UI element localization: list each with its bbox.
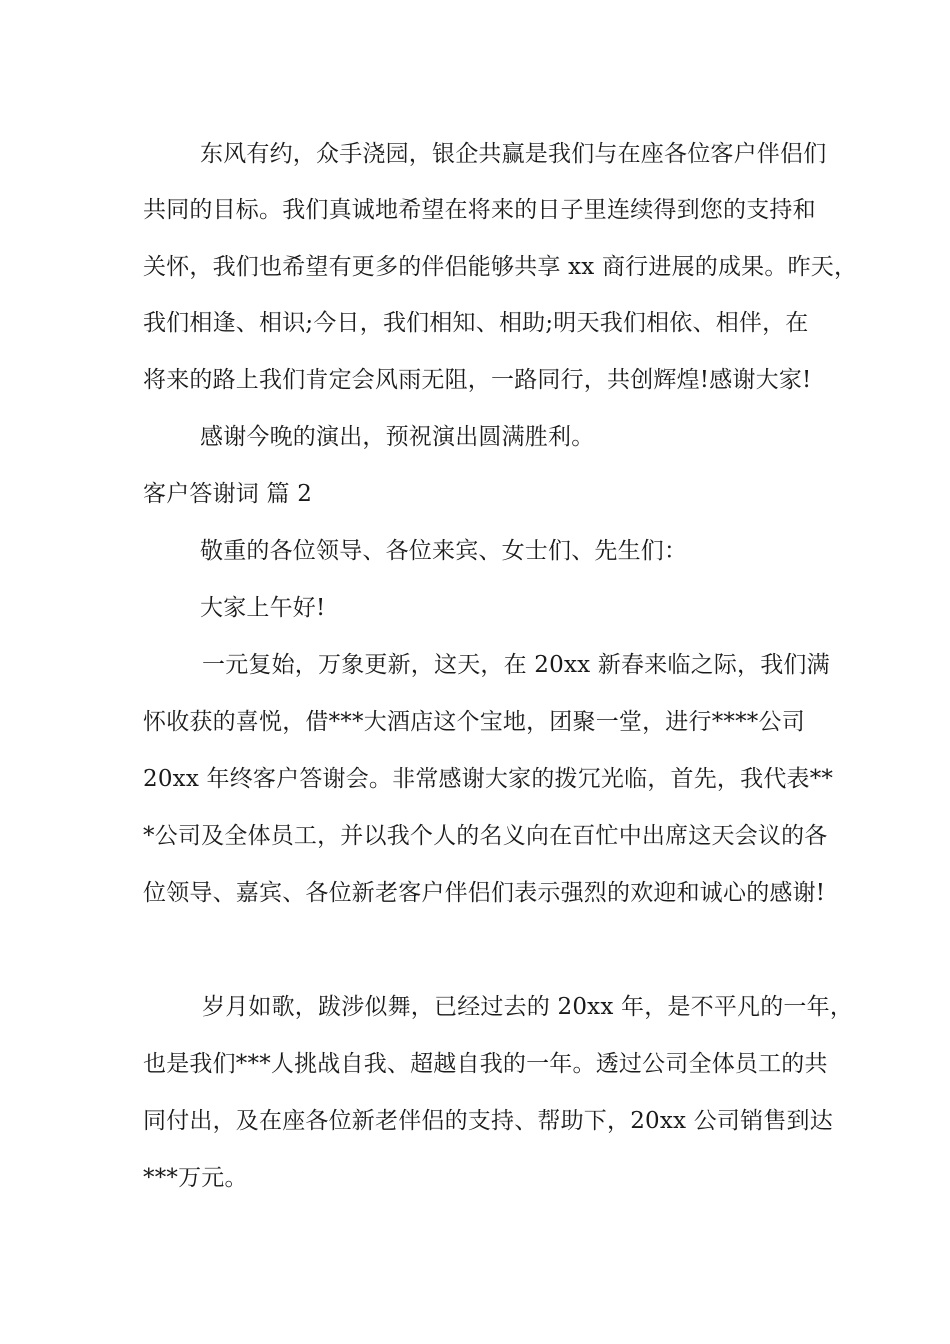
text-line: 关怀，我们也希望有更多的伴侣能够共享 xx 商行进展的成果。昨天， [143, 254, 858, 280]
text-line: *公司及全体员工，并以我个人的名义向在百忙中出席这天会议的各 [143, 823, 828, 849]
text-line: ***万元。 [143, 1165, 248, 1191]
text-line: 位领导、嘉宾、各位新老客户伴侣们表示强烈的欢迎和诚心的感谢! [143, 880, 826, 906]
text-line: 岁月如歌，跋涉似舞，已经过去的 20xx 年，是不平凡的一年， [202, 994, 854, 1020]
text-line: 东风有约，众手浇园，银企共赢是我们与在座各位客户伴侣们 [200, 141, 827, 167]
text-line: 一元复始，万象更新，这天，在 20xx 新春来临之际，我们满 [202, 652, 830, 678]
text-line: 也是我们***人挑战自我、超越自我的一年。透过公司全体员工的共 [143, 1051, 828, 1077]
section-heading: 客户答谢词 篇 2 [143, 481, 313, 507]
text-line: 怀收获的喜悦，借***大酒店这个宝地，团聚一堂，进行****公司 [143, 709, 805, 735]
greeting: 大家上午好! [200, 595, 326, 621]
text-line: 同付出，及在座各位新老伴侣的支持、帮助下，20xx 公司销售到达 [143, 1108, 833, 1134]
text-line: 感谢今晚的演出，预祝演出圆满胜利。 [200, 424, 595, 450]
text-line: 我们相逢、相识;今日，我们相知、相助;明天我们相依、相伴，在 [143, 310, 809, 336]
text-line: 20xx 年终客户答谢会。非常感谢大家的拨冗光临，首先，我代表** [143, 766, 834, 792]
salutation: 敬重的各位领导、各位来宾、女士们、先生们： [200, 538, 688, 564]
text-line: 共同的目标。我们真诚地希望在将来的日子里连续得到您的支持和 [143, 197, 816, 223]
text-line: 将来的路上我们肯定会风雨无阻，一路同行，共创辉煌!感谢大家! [143, 367, 812, 393]
